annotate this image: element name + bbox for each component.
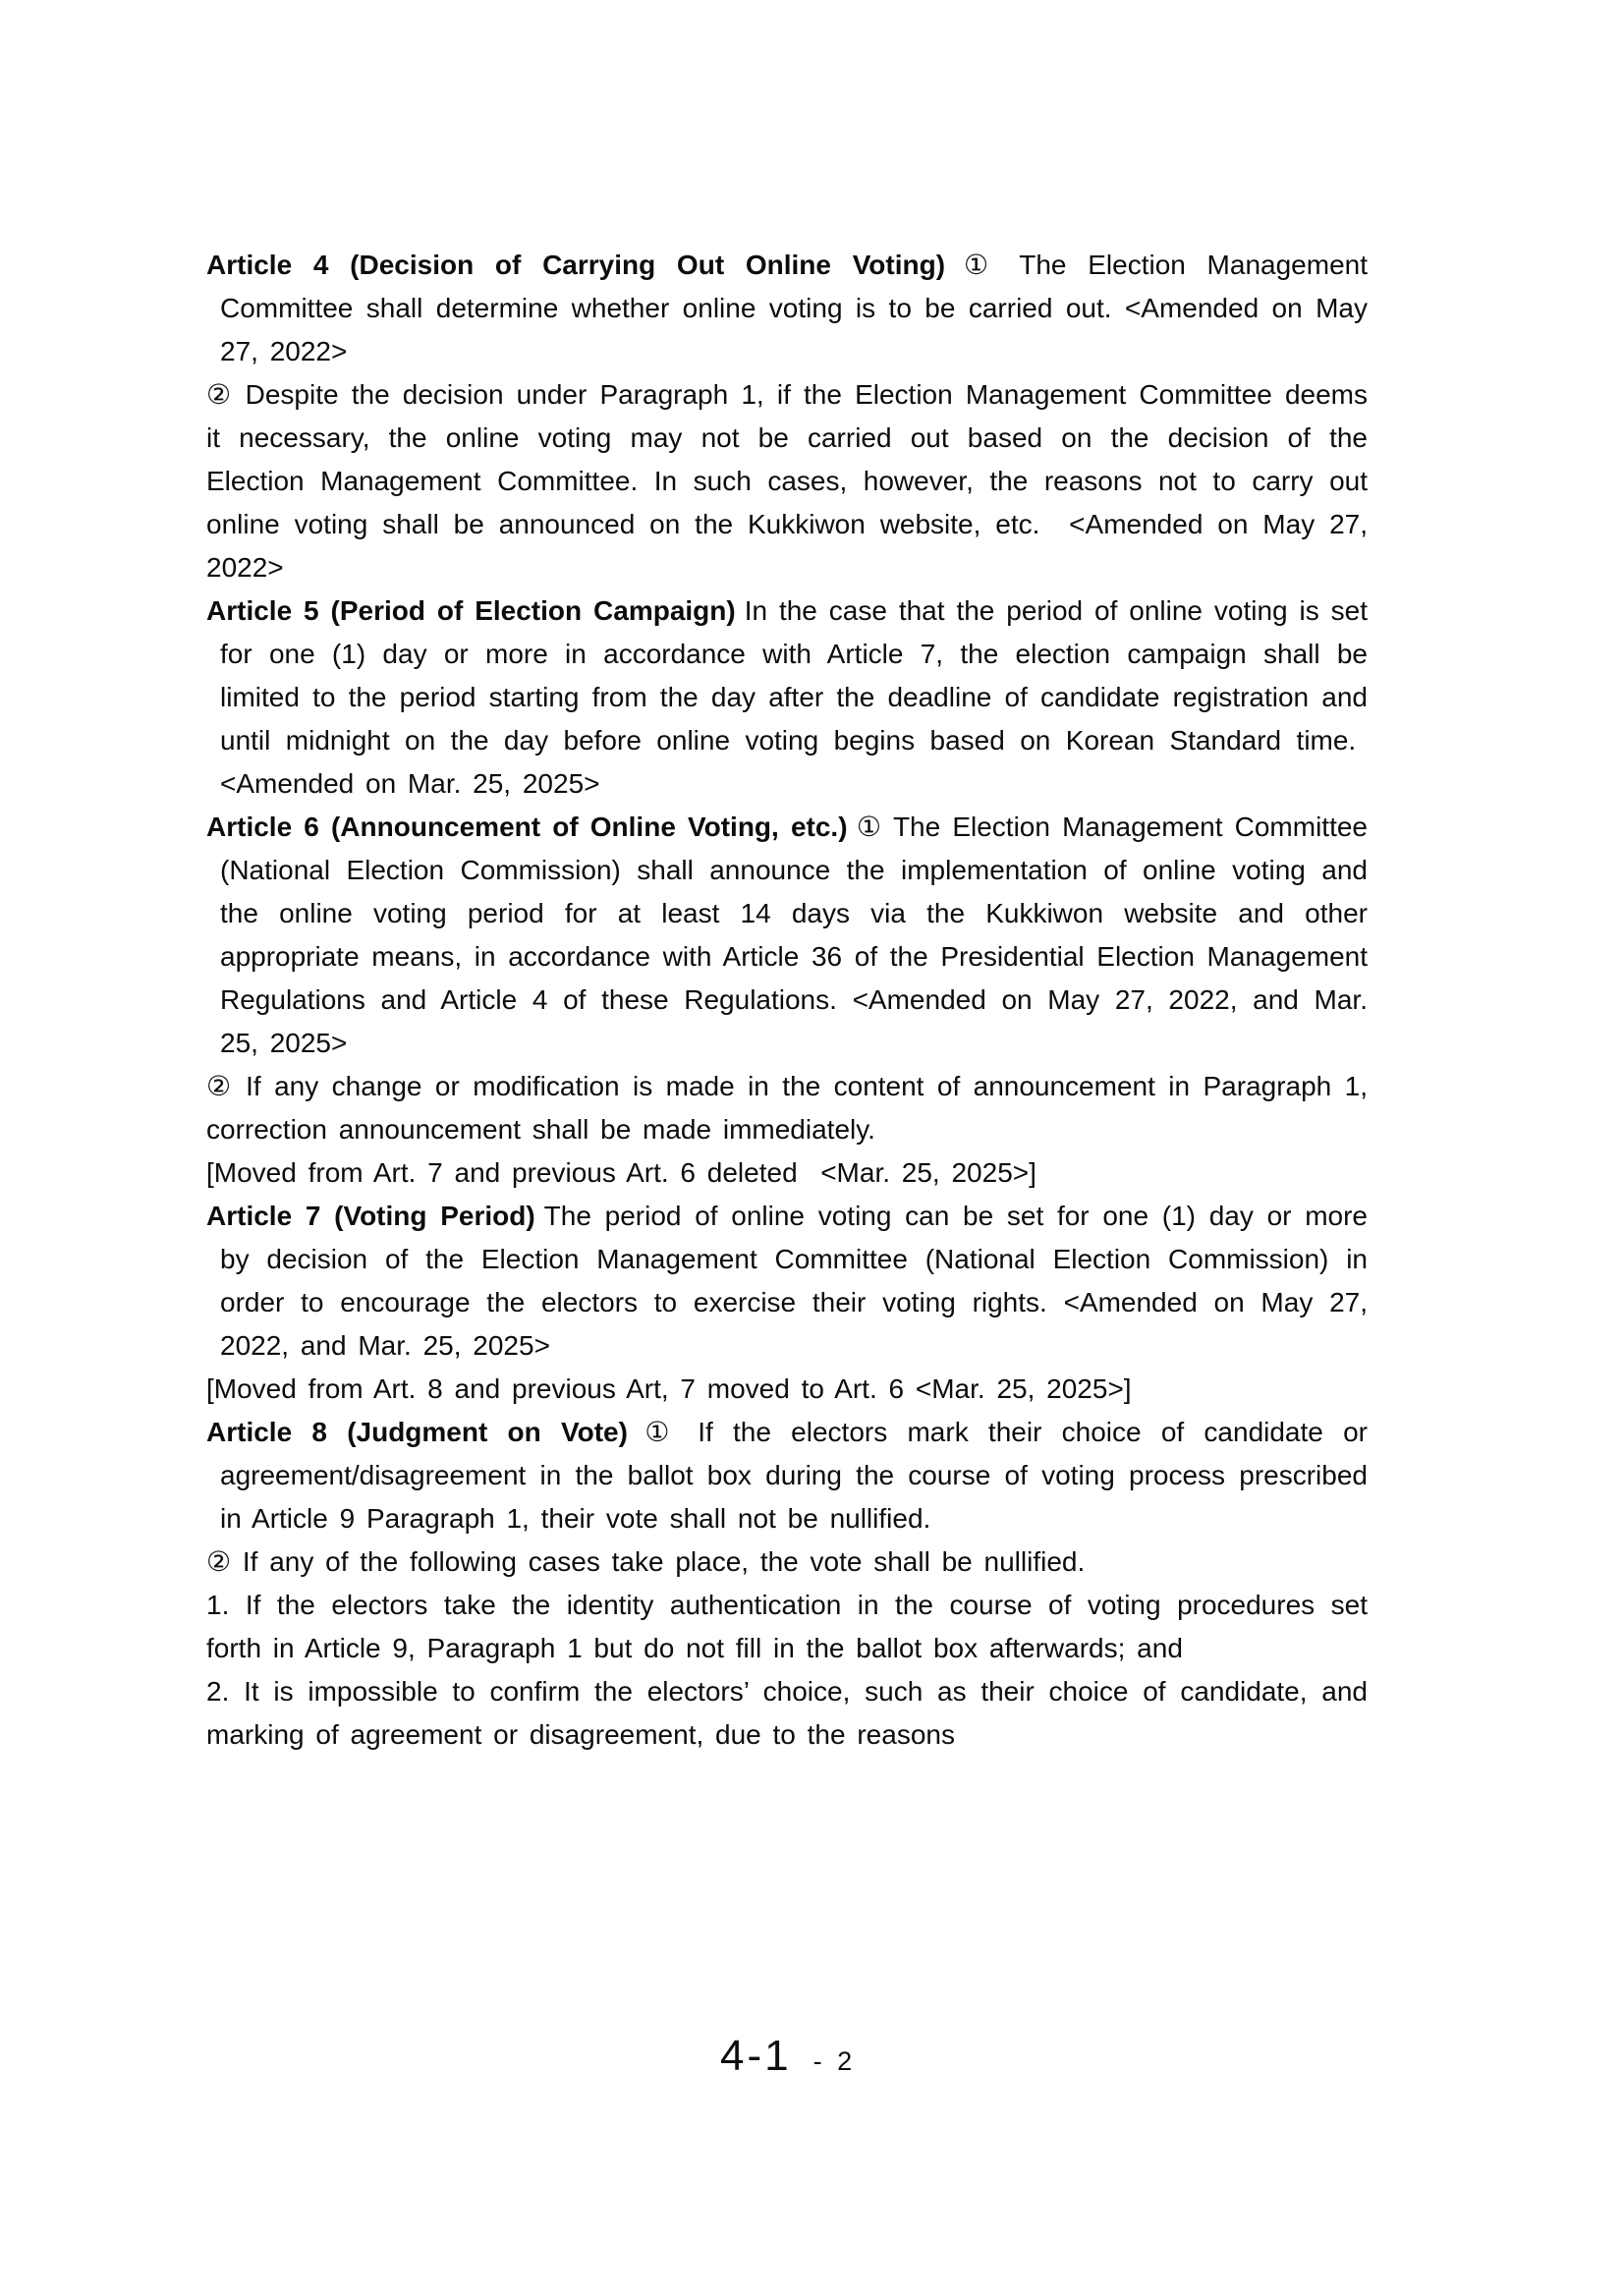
article-7 — [206, 1195, 1368, 1368]
article-4 — [206, 244, 1368, 373]
article-4-paragraph-2: ② Despite the decision under Paragraph 1, if the Election Management Committee deems it necessary, the online voting may not be carried out based on the decision of the Election Management Committee. In such cases, however, the reasons not to carry out online voting shall be announced on the Kukkiwon website, etc. <Amended on May 27, 2022> — [206, 379, 1368, 583]
article-5-heading: Article 5 (Period of Election Campaign) — [206, 595, 736, 626]
document-body — [206, 244, 1368, 1757]
article-6-heading: Article 6 (Announcement of Online Voting, etc.) — [206, 812, 848, 842]
article-4-lead: ① The Election Management Committee shall determine whether online voting is to be carried out. <Amended on May 27, 2022> — [220, 250, 1368, 366]
article-8-item-2: 2. It is impossible to confirm the electors’ choice, such as their choice of candidate, and marking of agreement or disagreement, due to the reasons — [206, 1676, 1368, 1750]
article-8-paragraph-2: ② If any of the following cases take place, the vote shall be nullified. — [206, 1546, 1086, 1577]
article-7-heading: Article 7 (Voting Period) — [206, 1201, 535, 1231]
article-8-heading: Article 8 (Judgment on Vote) — [206, 1417, 628, 1447]
article-7-lead: The period of online voting can be set for one (1) day or more by decision of the Election Management Committee (National Election Commission) in order to encourage the electors to exercise their voting rights. <Amended on May 27, 2022, and Mar. 25, 2025> — [220, 1201, 1368, 1361]
article-6 — [206, 806, 1368, 1065]
page-number: 4-1 — [720, 2032, 792, 2080]
article-8 — [206, 1411, 1368, 1540]
article-8-item-1: 1. If the electors take the identity authentication in the course of voting procedures set forth in Article 9, Paragraph 1 but do not fill in the ballot box afterwards; and — [206, 1590, 1368, 1663]
article-8-lead: ① If the electors mark their choice of candidate or agreement/disagreement in the ballot box during the course of voting process prescribed in Article 9 Paragraph 1, their vote shall not be nullified. — [220, 1417, 1368, 1534]
article-6-moved-note: [Moved from Art. 7 and previous Art. 6 deleted <Mar. 25, 2025>] — [206, 1157, 1036, 1188]
article-7-moved-note: [Moved from Art. 8 and previous Art, 7 moved to Art. 6 <Mar. 25, 2025>] — [206, 1373, 1132, 1404]
article-6-paragraph-2: ② If any change or modification is made in the content of announcement in Paragraph 1, correction announcement shall be made immediately. — [206, 1071, 1368, 1145]
article-5 — [206, 589, 1368, 806]
page-footer — [720, 2032, 856, 2081]
article-6-lead: ① The Election Management Committee (National Election Commission) shall announce the implementation of online voting and the online voting period for at least 14 days via the Kukkiwon website and other appropriate means, in accordance with Article 36 of the Presidential Election Management Regulations and Article 4 of these Regulations. <Amended on May 27, 2022, and Mar. 25, 2025> — [220, 812, 1368, 1058]
page-number-sub: - 2 — [812, 2046, 857, 2076]
article-4-heading: Article 4 (Decision of Carrying Out Online Voting) — [206, 250, 946, 280]
article-5-lead: In the case that the period of online voting is set for one (1) day or more in accordance with Article 7, the election campaign shall be limited to the period starting from the day after the deadline of candidate registration and until midnight on the day before online voting begins based on Korean Standard time. <Amended on Mar. 25, 2025> — [220, 595, 1368, 799]
